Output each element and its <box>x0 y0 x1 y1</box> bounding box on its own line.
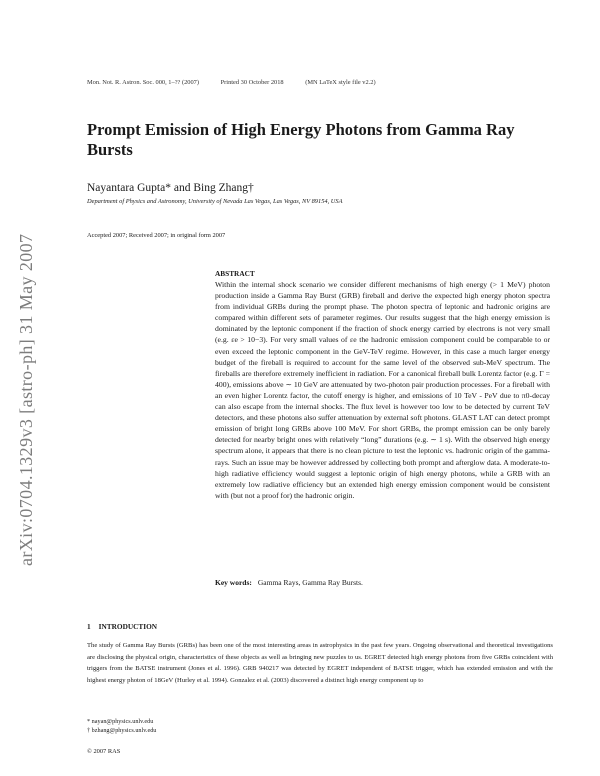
footnote-email-1: * nayan@physics.unlv.edu <box>87 718 154 725</box>
style-file: (MN LaTeX style file v2.2) <box>305 79 376 86</box>
footnotes <box>87 717 156 735</box>
abstract-heading: ABSTRACT <box>215 269 255 278</box>
abstract-text: Within the internal shock scenario we consider different mechanisms of high energy (> 1 MeV) photon production inside a Gamma Ray Burst (GRB) fireball and derive the expected high energy photon spectra from individual GRBs during the prompt phase. The photon spectra of leptonic and hadronic origins are compared within different sets of parameter regimes. Our results suggest that the high energy emission is dominated by the leptonic component if the fraction of shock energy carried by electrons is not very small (e.g. εe > 10−3). For very small values of εe the hadronic emission component could be comparable to or even exceed the leptonic component in the GeV-TeV regime. However, in this case a much larger energy budget of the fireball is required to account for the same level of the observed sub-MeV spectrum. The fireballs are therefore extremely inefficient in radiation. For a canonical fireball bulk Lorentz factor (e.g. Γ = 400), emissions above ∼ 10 GeV are attenuated by two-photon pair production processes. For a fireball with an even higher Lorentz factor, the cutoff energy is higher, and emissions of 10 TeV - PeV due to π0-decay can also escape from the internal shocks. The flux level is however too low to be detected by current TeV detectors, and these photons also suffer attenuation by external soft photons. GLAST LAT can detect prompt emission of bright long GRBs above 100 MeV. For short GRBs, the prompt emission can be only barely detected for nearby bright ones with relatively “long” durations (e.g. ∼ 1 s). With the observed high energy spectrum alone, it appears that there is no clean picture to test the leptonic vs. hadronic origin of the gamma-rays. Such an issue may be however addressed by collecting both prompt and afterglow data. A moderate-to-high radiative efficiency would suggest a leptonic origin of high energy photons, while a GRB with an extremely low radiative efficiency but an extended high energy emission component would be consistent with (but not a proof for) the hadronic origin. <box>215 280 550 500</box>
section-heading <box>87 622 157 631</box>
section-title: INTRODUCTION <box>98 622 158 631</box>
received-dates: Accepted 2007; Received 2007; in original form 2007 <box>87 232 226 239</box>
keywords <box>215 578 363 587</box>
printed-date: Printed 30 October 2018 <box>220 79 284 86</box>
introduction-text: The study of Gamma Ray Bursts (GRBs) has been one of the most interesting areas in astrophysics in the past few years. Ongoing observational and theoretical investigations are disclosing the physical origin, characteristics of these objects as well as bringing new puzzles to us. EGRET detected high energy photons from five GRBs coincident with triggers from the BATSE instrument (Jones et al. 1996). GRB 940217 was detected by EGRET independent of BATSE trigger, which has extended emission and with the highest energy photon of 18GeV (Hurley et al. 1994). Gonzalez et al. (2003) discovered a distinct high energy component up to <box>87 642 553 684</box>
authors: Nayantara Gupta* and Bing Zhang† <box>87 182 254 194</box>
journal-citation: Mon. Not. R. Astron. Soc. 000, 1–?? (2007) <box>87 79 200 86</box>
keywords-label: Key words: <box>215 578 252 587</box>
keywords-text: Gamma Rays, Gamma Ray Bursts. <box>257 578 363 587</box>
paper-title: Prompt Emission of High Energy Photons from Gamma Ray Bursts <box>87 120 515 159</box>
footnote-email-2: † bzhang@physics.unlv.edu <box>87 727 157 734</box>
arxiv-identifier: arXiv:0704.1329v3 [astro-ph] 31 May 2007 <box>16 233 36 566</box>
copyright: © 2007 RAS <box>87 748 121 755</box>
affiliation: Department of Physics and Astronomy, University of Nevada Las Vegas, Las Vegas, NV 89154, USA <box>87 198 343 205</box>
running-header <box>87 79 396 86</box>
section-number: 1 <box>87 622 91 631</box>
